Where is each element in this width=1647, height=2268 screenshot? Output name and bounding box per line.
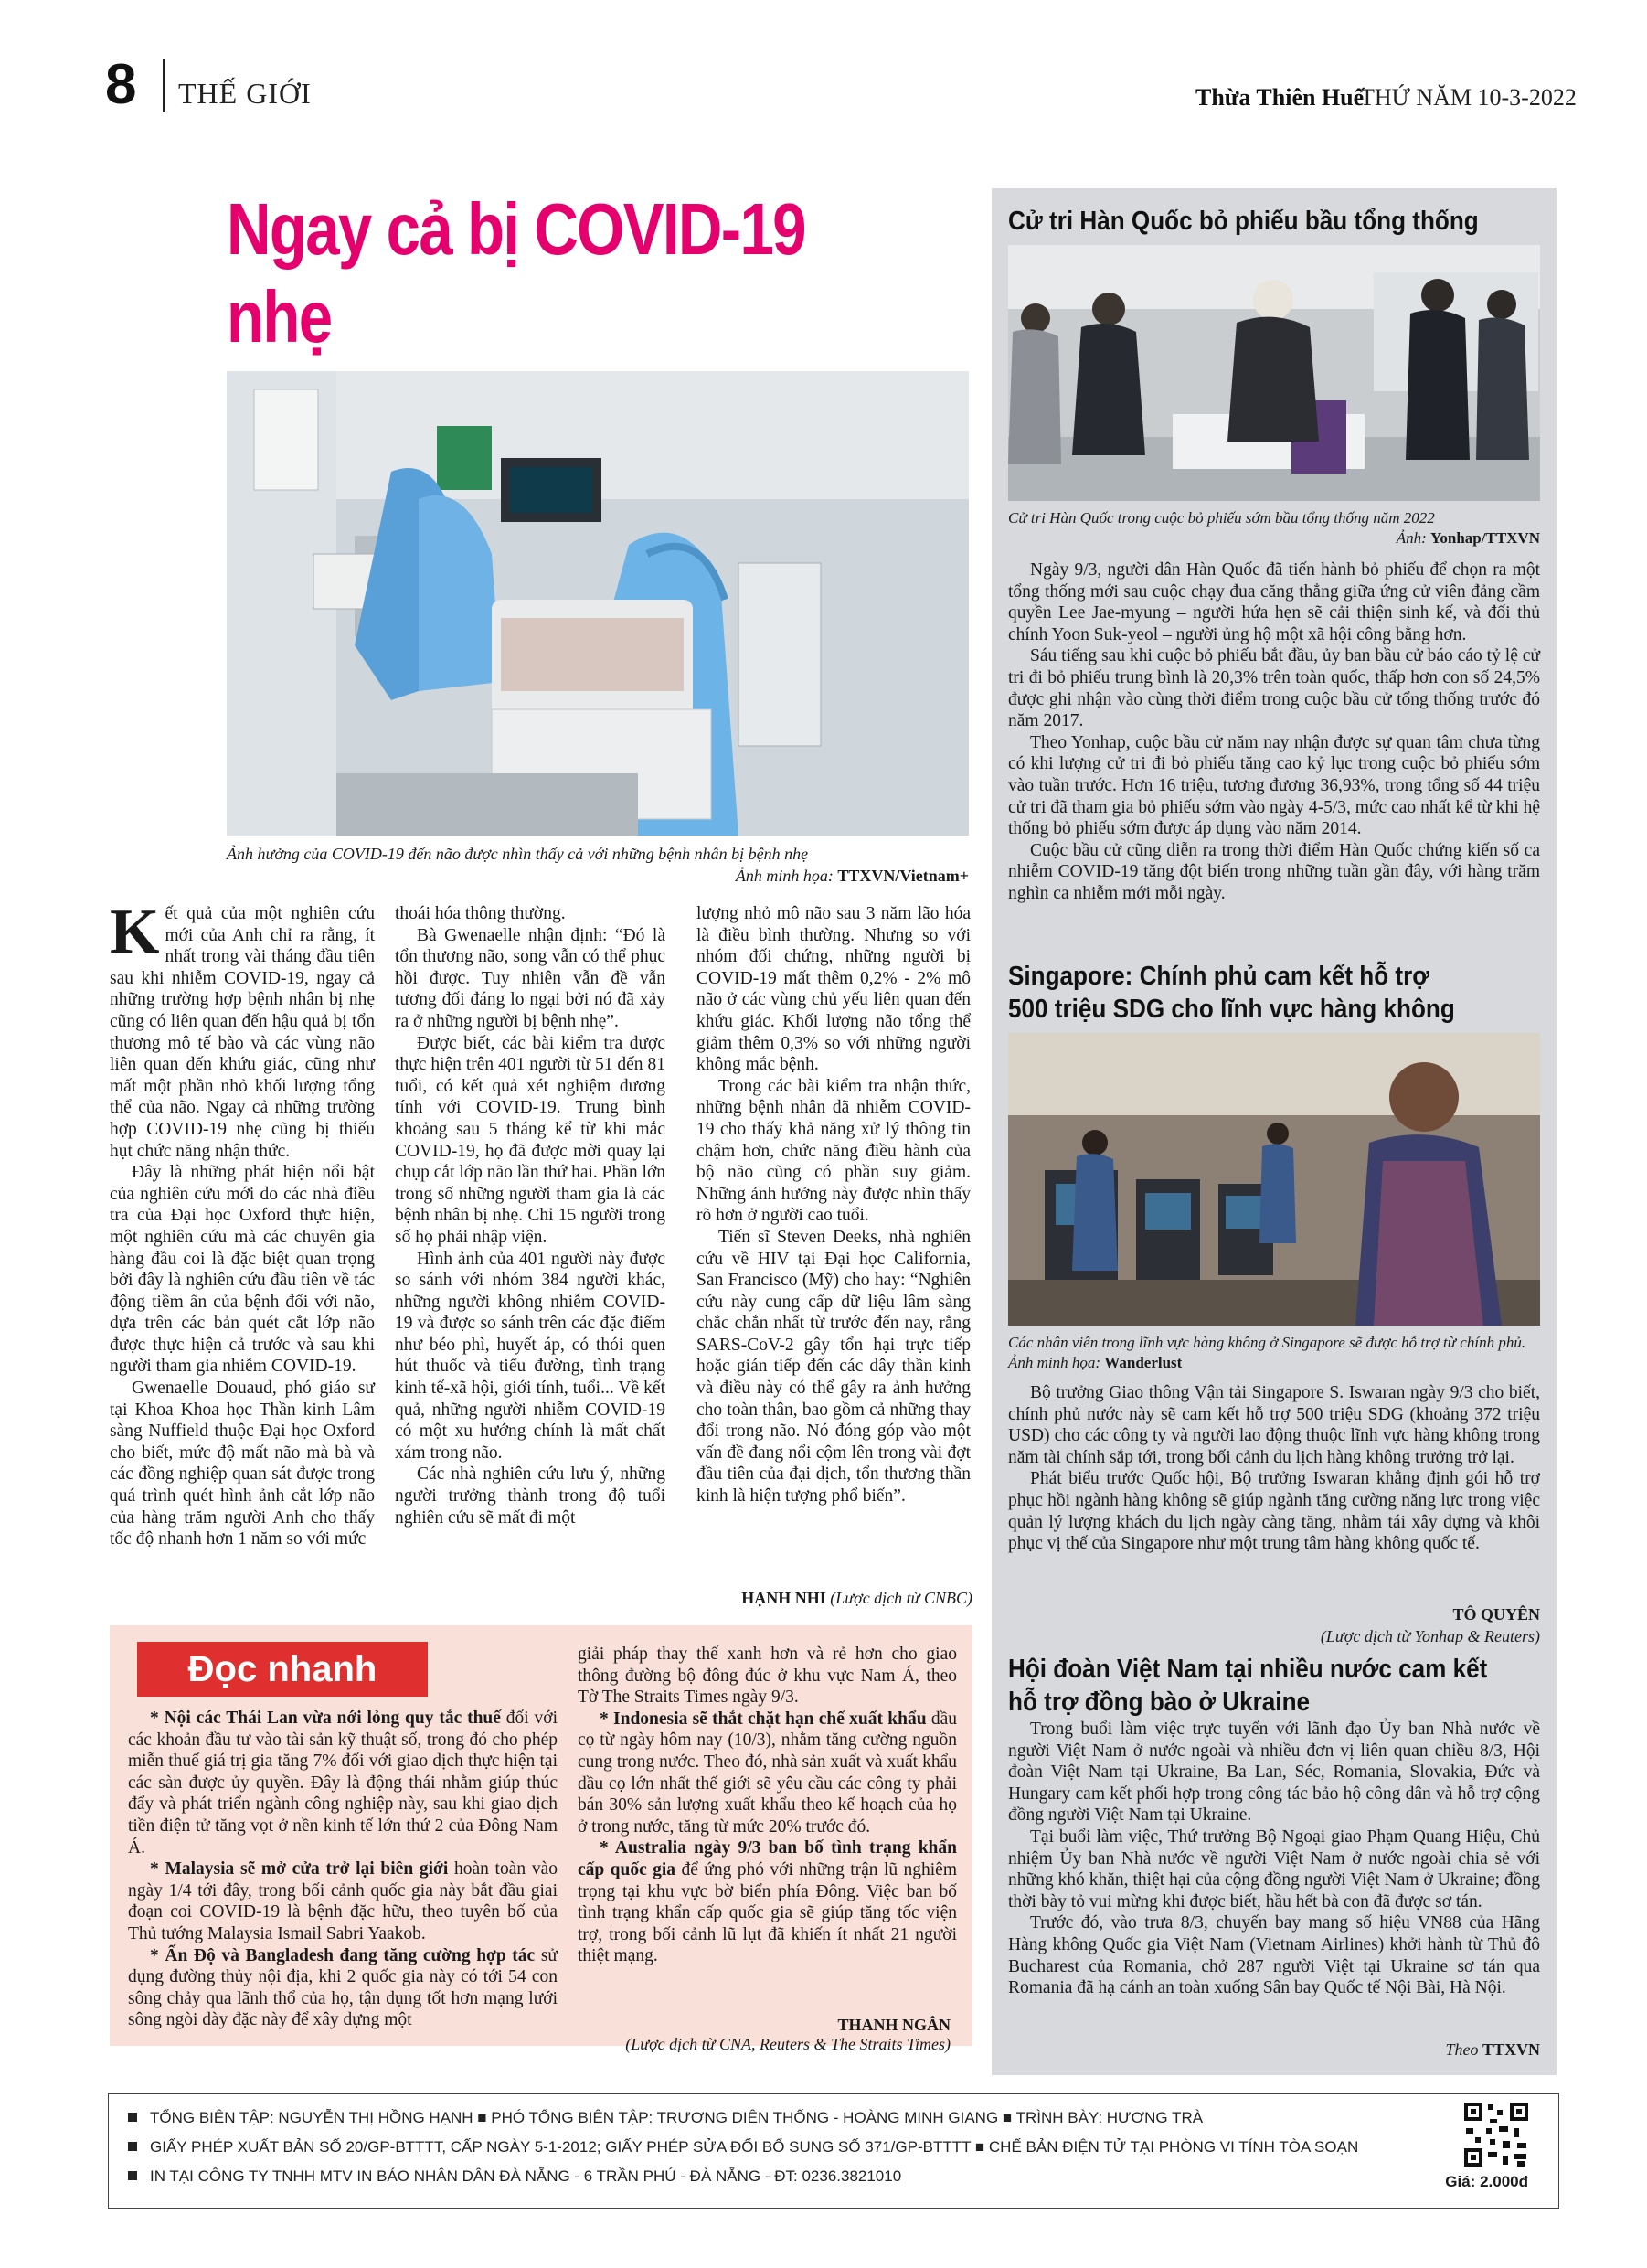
footer-license-line xyxy=(128,2138,1444,2156)
ukraine-source-name: TTXVN xyxy=(1482,2040,1540,2059)
article-byline xyxy=(713,1589,972,1608)
header-divider xyxy=(163,59,165,112)
article-paragraph: Đây là những phát hiện nổi bật của nghiên cứu mới do các nhà điều tra của Đại học Oxford thực hiện, một nghiên cứu mà các chuyên gia hàng đầu coi là đặc biệt quan trọng bởi đây là nghiên cứu đầu tiên về tác động tiềm ẩn của bệnh đối với não, dựa trên các bản quét cắt lớp não được thực hiện cả trước và sau khi người tham gia nhiễm COVID-19. xyxy=(110,1163,375,1377)
quick-news-item-lead: * Ấn Độ và Bangladesh đang tăng cường hợp tác xyxy=(150,1945,536,1965)
ukraine-paragraph: Trong buổi làm việc trực tuyến với lãnh đạo Ủy ban Nhà nước về người Việt Nam ở nước ngoài và nhiều đơn vị liên quan chiều 8/3, Hội đoàn Việt Nam tại Ukraine, Ba Lan, Séc, Romania, Slovakia, Đức và Hungary cam kết phối hợp trong công tác bảo hộ công dân và hỗ trợ cộng đồng người Việt Nam tại Ukraine. xyxy=(1008,1720,1540,1826)
ukraine-source xyxy=(1008,2039,1540,2060)
korea-credit-source: Yonhap/TTXVN xyxy=(1430,529,1540,547)
singapore-signature xyxy=(1008,1603,1540,1647)
article-paragraph: Các nhà nghiên cứu lưu ý, những người trưởng thành trong độ tuổi nghiên cứu sẽ mất đi một xyxy=(395,1464,665,1528)
singapore-photo xyxy=(1008,1033,1540,1326)
quick-news-note: (Lược dịch từ CNA, Reuters & The Straits Times) xyxy=(625,2035,951,2053)
quick-news-column-right xyxy=(578,1644,957,1967)
korea-article-body xyxy=(1008,559,1540,905)
ukraine-headline xyxy=(1008,1653,1502,1719)
singapore-headline-line-1: Singapore: Chính phủ cam kết hỗ trợ xyxy=(1008,962,1429,991)
ukraine-source-label: Theo xyxy=(1445,2040,1479,2059)
quick-news-item-text: sử dụng đường thủy nội địa, khi 2 quốc gia này có tới 54 con sông chảy qua lãnh thổ của họ, tận dụng tốt hơn mạng lưới sông ngòi dày đặc này để xây dựng một xyxy=(128,1945,558,2030)
price-label: Giá: 2.000đ xyxy=(1445,2173,1528,2190)
quick-news-item-lead: * Australia ngày 9/3 ban bố tình trạng khẩn cấp quốc gia xyxy=(578,1838,957,1879)
page-number: 8 xyxy=(105,53,137,116)
article-paragraph: Được biết, các bài kiểm tra được thực hiện trên 401 người từ 51 đến 81 tuổi, có kết quả xét nghiệm dương tính với COVID-19. Trung bình khoảng sau 5 tháng kể từ khi mắc COVID-19, họ đã được mời quay lại chụp cắt lớp não lần thứ hai. Phần lớn trong số những người tham gia là các bệnh nhân bị nhẹ. Chỉ 15 người trong số họ phải nhập viện. xyxy=(395,1033,666,1247)
quick-news-item-text: hoàn toàn vào ngày 1/4 tới đây, trong bối cảnh quốc gia này bắt đầu giai đoạn coi COVID-19 là bệnh đặc hữu, theo tuyên bố của Thủ tướng Malaysia Ismail Sabri Yaakob. xyxy=(128,1859,558,1943)
singapore-credit-label: Ảnh minh họa: xyxy=(1008,1354,1101,1371)
singapore-article-body xyxy=(1008,1382,1540,1555)
ukraine-headline-line-2: hỗ trợ đồng bào ở Ukraine xyxy=(1008,1688,1311,1717)
singapore-paragraph: Phát biểu trước Quốc hội, Bộ trưởng Iswaran khẳng định gói hỗ trợ phục hồi ngành hàng không sẽ giúp ngành tăng cường năng lực trong việc quản lý lượng khách du lịch ngày càng tăng, nhằm tái xây dựng và khôi phục vị thế của Singapore như một trung tâm hàng không quốc tế. xyxy=(1008,1469,1540,1554)
article-column-1 xyxy=(110,897,375,1550)
korea-credit-label: Ảnh: xyxy=(1396,529,1427,547)
footer-line-1: TỔNG BIÊN TẬP: NGUYỄN THỊ HỒNG HẠNH ■ PHÓ TỔNG BIÊN TẬP: TRƯƠNG DIÊN THỐNG - HOÀNG MINH GIANG ■ TRÌNH BÀY: HƯƠNG TRÀ xyxy=(150,2109,1204,2126)
main-photo-caption: Ảnh hưởng của COVID-19 đến não được nhìn thấy cả với những bệnh nhân bị bệnh nhẹ xyxy=(227,845,809,863)
korea-photo-credit xyxy=(1008,528,1540,548)
footer-printer-line xyxy=(128,2167,1261,2186)
main-photo-credit-source: TTXVN/Vietnam+ xyxy=(837,867,969,885)
article-paragraph: Hình ảnh của 401 người này được so sánh với nhóm 384 người khác, những người không nhiễm COVID-19 và được so sánh trên các đặc điểm như béo phì, huyết áp, có thói quen hút thuốc và tiểu đường, tình trạng kinh tế-xã hội, giới tính, tuổi... Về kết quả, những người nhiễm COVID-19 có một xu hướng chính là mất chất xám trong não. xyxy=(395,1249,665,1463)
singapore-note: (Lược dịch từ Yonhap & Reuters) xyxy=(1320,1627,1540,1645)
footer-line-3: IN TẠI CÔNG TY TNHH MTV IN BÁO NHÂN DÂN ĐÀ NẴNG - 6 TRẦN PHÚ - ĐÀ NẴNG - ĐT: 0236.3821010 xyxy=(150,2167,902,2185)
article-paragraph: Gwenaelle Douaud, phó giáo sư tại Khoa Khoa học Thần kinh Lâm sàng Nuffield thuộc Đại học Oxford cho biết, mức độ mất não mà bà và các đồng nghiệp quan sát được trong quá trình quét hình ảnh cắt lớp não của hàng trăm người Anh cho thấy tốc độ nhanh hơn 1 năm so với mức xyxy=(110,1379,375,1549)
quick-news-item-lead: * Indonesia sẽ thắt chặt hạn chế xuất khẩu xyxy=(600,1709,927,1729)
korea-paragraph: Ngày 9/3, người dân Hàn Quốc đã tiến hành bỏ phiếu để chọn ra một tổng thống mới sau cuộc chạy đua căng thẳng giữa ứng cử viên đảng cầm quyền Lee Jae-myung – người hứa hẹn sẽ cải thiện sinh kế, và đối thủ chính Yoon Suk-yeol – người ủng hộ một xã hội công bằng hơn. xyxy=(1008,560,1540,644)
footer-line-2: GIẤY PHÉP XUẤT BẢN SỐ 20/GP-BTTTT, CẤP NGÀY 5-1-2012; GIẤY PHÉP SỬA ĐỔI BỔ SUNG SỐ 371/GP-BTTTT ■ CHẾ BẢN ĐIỆN TỬ TẠI PHÒNG VI TÍNH TÒA SOẠN xyxy=(150,2138,1359,2156)
quick-news-item-text: dầu cọ từ ngày hôm nay (10/3), nhằm tăng cường nguồn cung trong nước. Theo đó, nhà sản xuất và xuất khẩu dầu cọ lớn nhất thế giới sẽ yêu cầu các công ty phải bán 30% sản lượng xuất khẩu theo kế hoạch của họ ở trong nước, tăng từ mức 20% trước đó. xyxy=(578,1709,957,1837)
quick-news-item-lead: * Nội các Thái Lan vừa nới lỏng quy tắc thuế xyxy=(150,1709,501,1728)
quick-news-title: Đọc nhanh xyxy=(137,1642,428,1697)
article-paragraph: Bà Gwenaelle nhận định: “Đó là tổn thương não, song vẫn có thể phục hồi được. Tuy nhiên vẫn đề vẫn tương đối đáng lo ngại bởi nó đã xảy ra ở những người bị bệnh nhẹ”. xyxy=(395,925,665,1031)
quick-news-item xyxy=(578,1709,957,1838)
quick-news-author: THANH NGÂN xyxy=(837,2016,951,2034)
quick-news-item-lead: * Malaysia sẽ mở cửa trở lại biên giới xyxy=(150,1859,449,1879)
ukraine-paragraph: Trước đó, vào trưa 8/3, chuyến bay mang số hiệu VN88 của Hãng Hàng không Quốc gia Việt Nam (Vietnam Airlines) khởi hành từ Thủ đô Bucharest của Romania, chở 287 người Việt tại Ukraine sơ tán qua Romania đã hạ cánh an toàn xuống Sân bay Quốc tế Nội Bài, Hà Nội. xyxy=(1008,1913,1540,1998)
quick-news-signature xyxy=(576,2016,951,2054)
article-paragraph: Tiến sĩ Steven Deeks, nhà nghiên cứu về HIV tại Đại học California, San Francisco (Mỹ) cho hay: “Nghiên cứu này cung cấp dữ liệu lâm sàng chắc chắn nhất từ trước đến nay, rằng SARS-CoV-2 gây tổn hại trực tiếp hoặc gián tiếp đến các dây thần kinh và điều này có thể gây ra ảnh hưởng cho toàn thân, bao gồm cả những thay đổi trong não. Nó đóng góp vào một vấn đề đang nổi cộm lên trong vài đợt đầu tiên của đại dịch, tổn thương thần kinh là hiện tượng phổ biến”. xyxy=(696,1227,971,1507)
main-photo-credit xyxy=(227,865,969,887)
ukraine-article-body xyxy=(1008,1719,1540,1999)
singapore-headline-line-2: 500 triệu SDG cho lĩnh vực hàng không xyxy=(1008,995,1455,1024)
article-column-3 xyxy=(696,903,971,1507)
singapore-credit-source: Wanderlust xyxy=(1104,1354,1183,1371)
newspaper-name: Thừa Thiên Huế xyxy=(1195,84,1365,111)
article-paragraph: Trong các bài kiểm tra nhận thức, những bệnh nhân đã nhiễm COVID-19 cho thấy khả năng xử lý thông tin chậm hơn, chức năng điều hành của bộ não cũng có phần suy giảm. Những ảnh hưởng này được nhìn thấy rõ hơn ở người cao tuổi. xyxy=(696,1076,971,1226)
quick-news-item xyxy=(128,1858,558,1944)
korea-photo xyxy=(1008,245,1540,501)
footer-editors-line xyxy=(128,2109,1444,2127)
korea-headline: Cử tri Hàn Quốc bỏ phiếu bầu tổng thống xyxy=(1008,207,1479,236)
article-paragraph: thoái hóa thông thường. xyxy=(395,904,566,923)
byline-note: (Lược dịch từ CNBC) xyxy=(830,1589,972,1607)
issue-date: THỨ NĂM 10-3-2022 xyxy=(1360,84,1577,111)
ukraine-paragraph: Tại buổi làm việc, Thứ trưởng Bộ Ngoại giao Phạm Quang Hiệu, Chủ nhiệm Ủy ban Nhà nước về người Việt Nam ở nước ngoài chia sẻ với những khó khăn, thiệt hại của cộng đồng người Việt Nam ở Ukraine; đồng thời bày tỏ vui mừng khi được biết, hầu hết bà con đã được sơ tán. xyxy=(1008,1826,1540,1911)
korea-paragraph: Sáu tiếng sau khi cuộc bỏ phiếu bắt đầu, ủy ban bầu cử báo cáo tỷ lệ cử tri đi bỏ phiếu trung bình là 20,3% trên toàn quốc, thấp hơn con số 24,5% được ghi nhận vào cùng thời điểm trong cuộc bầu cử tổng thống trước đó năm 2017. xyxy=(1008,646,1540,731)
headline-line-1: Ngay cả bị COVID-19 nhẹ xyxy=(227,188,805,357)
korea-paragraph: Theo Yonhap, cuộc bầu cử năm nay nhận được sự quan tâm chưa từng có khi lượng cử tri đi bỏ phiếu tăng cao kỷ lục trong cuộc bỏ phiếu sớm vào tuần trước. Hơn 16 triệu, tương đương 36,93%, trong tổng số 44 triệu cử tri đã tham gia bỏ phiếu sớm vào ngày 4-5/3, mức cao nhất kể từ khi hệ thống bỏ phiếu sớm được áp dụng vào năm 2014. xyxy=(1008,732,1540,839)
singapore-caption-text: Các nhân viên trong lĩnh vực hàng không ở Singapore sẽ được hỗ trợ từ chính phủ. xyxy=(1008,1334,1526,1351)
ukraine-headline-line-1: Hội đoàn Việt Nam tại nhiều nước cam kết xyxy=(1008,1655,1488,1684)
quick-news-item-text: đối với các khoản đầu tư vào tài sản kỹ thuật số, trong đó cho phép miễn thuế giá trị gia tăng 7% đối với giao dịch thực hiện tại các sàn được ủy quyền. Đây là động thái nhằm giúp thúc đẩy và phát triển ngành công nghiệp này, sau khi giao dịch tiền điện tử tăng vọt ở nền kinh tế lớn thứ 2 của Đông Nam Á. xyxy=(128,1709,558,1858)
quick-news-item xyxy=(128,1945,558,2031)
main-photo-covid-ward xyxy=(227,371,969,836)
dropcap: K xyxy=(110,897,160,967)
main-photo-credit-label: Ảnh minh họa: xyxy=(735,867,834,885)
quick-news-continuation: giải pháp thay thế xanh hơn và rẻ hơn cho giao thông đường bộ đông đúc ở khu vực Nam Á, theo Tờ The Straits Times ngày 9/3. xyxy=(578,1645,957,1708)
singapore-author: TÔ QUYÊN xyxy=(1452,1605,1540,1624)
article-paragraph: lượng nhỏ mô não sau 3 năm lão hóa là điều bình thường. Nhưng so với nhóm đối chứng, những người bị COVID-19 mất thêm 0,2% - 2% mô não ở các vùng chủ yếu liên quan đến khứu giác. Khối lượng não tổng thể giảm thêm 0,3% so với những người không mắc bệnh. xyxy=(696,904,971,1075)
article-column-2 xyxy=(395,903,665,1528)
korea-paragraph: Cuộc bầu cử cũng diễn ra trong thời điểm Hàn Quốc chứng kiến số ca nhiễm COVID-19 tăng đột biến trong những tuần gần đây, với hàng trăm nghìn ca nhiễm mới mỗi ngày. xyxy=(1008,840,1540,903)
quick-news-column-left xyxy=(128,1708,558,2031)
article-paragraph: ết quả của một nghiên cứu mới của Anh chỉ ra rằng, ít nhất trong vài tháng đầu tiên sau khi nhiễm COVID-19, ngay cả những trường hợp bệnh nhân bị nhẹ cũng có liên quan đến hậu quả bị tổn thương mô tế bào và các vùng não liên quan đến khứu giác, cũng như mất một phần nhỏ khối lượng tổng thể của não. Ngay cả những trường hợp COVID-19 nhẹ cũng bị thiếu hụt chức năng nhận thức. xyxy=(110,904,375,1161)
quick-news-item-text: để ứng phó với những trận lũ nghiêm trọng tại khu vực bờ biển phía Đông. Việc ban bố tình trạng khẩn cấp quốc gia sẽ giúp tăng tốc viện trợ, trong bối cảnh lũ lụt đã khiến ít nhất 21 người thiệt mạng. xyxy=(578,1859,957,1966)
singapore-headline xyxy=(1008,960,1502,1026)
singapore-photo-caption xyxy=(1008,1333,1540,1373)
byline-author: HẠNH NHI xyxy=(741,1589,826,1607)
section-name: THẾ GIỚI xyxy=(178,77,312,110)
qr-code xyxy=(1462,2101,1530,2168)
korea-photo-caption: Cử tri Hàn Quốc trong cuộc bỏ phiếu sớm bầu tổng thống năm 2022 xyxy=(1008,509,1435,527)
singapore-paragraph: Bộ trưởng Giao thông Vận tải Singapore S. Iswaran ngày 9/3 cho biết, chính phủ nước này sẽ cam kết hỗ trợ 500 triệu SDG (khoảng 372 triệu USD) cho các công ty và người lao động thuộc lĩnh vực hàng không trong năm tài chính sắp tới, trong bối cảnh du lịch hàng không trưởng trở lại. xyxy=(1008,1383,1540,1467)
quick-news-item xyxy=(578,1837,957,1967)
quick-news-item xyxy=(128,1708,558,1858)
